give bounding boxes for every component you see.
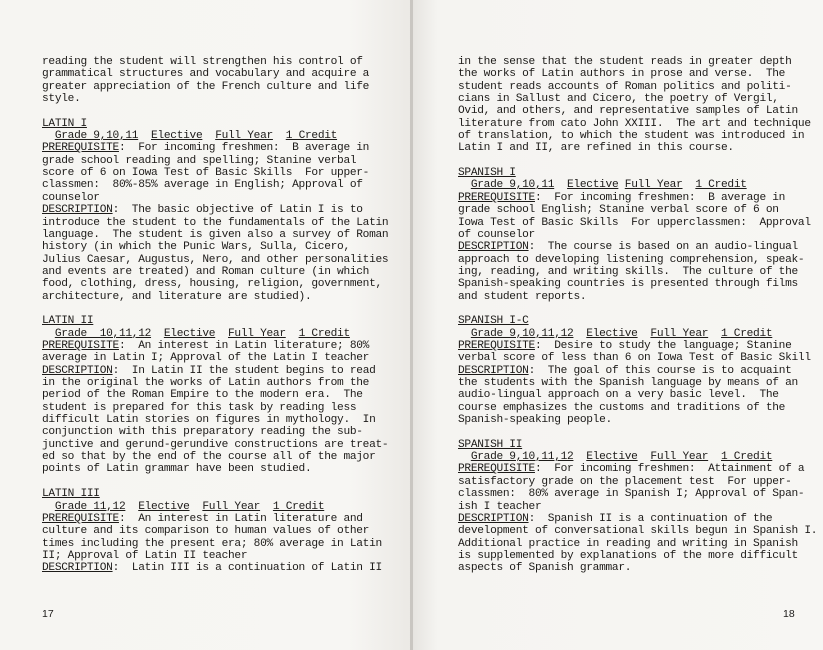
prerequisite-text: : For incoming freshmen: Attainment of a <box>534 463 805 476</box>
text-line: approach to developing listening comprehension, speak- <box>458 253 805 266</box>
text-line: and events are treated) and Roman culture (in which <box>42 265 370 278</box>
grade-levels: Grade 11,12 <box>54 500 126 513</box>
text-line: reading the student will strengthen his control of <box>42 56 363 68</box>
course-spanish-ii <box>458 438 818 575</box>
credit-label: 1 Credit <box>695 179 747 192</box>
prerequisite-label: PREREQUISITE <box>42 340 119 352</box>
text-line: verbal score of less than 6 on Iowa Test of Basic Skill <box>458 352 811 365</box>
prerequisite-label: PREREQUISITE <box>42 142 119 155</box>
right-page-text <box>458 56 818 575</box>
text-line: and student reports. <box>458 290 587 303</box>
description-line <box>458 241 808 253</box>
course-title-text: SPANISH I <box>458 167 516 180</box>
elective-label: Elective <box>163 327 216 340</box>
prerequisite-text: : For incoming freshmen: B average in <box>118 142 370 155</box>
description-label: DESCRIPTION <box>458 364 529 377</box>
grade-levels: Grade 9,10,11,12 <box>470 451 574 464</box>
prerequisite-label: PREREQUISITE <box>458 191 535 204</box>
text-line: Additional practice in reading and writing in Spanish <box>458 537 798 550</box>
text-line: Spanish-speaking people. <box>458 414 612 427</box>
text-line: language. The student is given also a survey of Roman <box>42 228 389 241</box>
text-line: course emphasizes the customs and traditions of the <box>458 401 786 414</box>
elective-label: Elective <box>586 327 638 340</box>
text-line: cians in Sallust and Cicero, the poetry of Vergil, <box>458 93 779 106</box>
description-label: DESCRIPTION <box>42 204 113 217</box>
grade-levels: Grade 9,10,11 <box>54 130 139 143</box>
description-text: : In Latin II the student begins to read <box>112 364 376 377</box>
page-number: 17 <box>42 608 54 620</box>
prerequisite-line <box>458 192 808 204</box>
text-line: average in Latin I; Approval of the Latin I teacher <box>42 352 370 365</box>
course-title-text: SPANISH I-C <box>458 315 529 328</box>
course-meta <box>42 328 372 340</box>
text-line: of counselor <box>458 228 535 241</box>
duration-label: Full Year <box>624 179 683 192</box>
course-title <box>458 167 808 179</box>
text-line: introduce the student to the fundamentals of the Latin <box>42 216 389 229</box>
text-line: in the sense that the student reads in greater depth <box>458 56 792 68</box>
text-line: period of the Roman Empire to the modern era. The <box>42 389 363 402</box>
page-number: 18 <box>783 608 795 620</box>
text-line: ish I teacher <box>458 500 542 513</box>
text-line: classmen: 80%-85% average in English; Approval of <box>42 179 363 192</box>
description-line <box>458 513 808 525</box>
credit-label: 1 Credit <box>298 327 350 340</box>
prerequisite-label: PREREQUISITE <box>458 340 535 352</box>
description-line <box>42 562 382 575</box>
course-meta <box>458 451 808 463</box>
text-line: conjunction with this preparatory reading the sub- <box>42 426 363 439</box>
description-line <box>42 204 372 216</box>
description-label: DESCRIPTION <box>42 364 113 377</box>
text-line: student reads accounts of Roman politics and politi- <box>458 80 792 93</box>
course-title-text: LATIN II <box>42 315 94 328</box>
text-line: ing, reading, and writing skills. The culture of the <box>458 265 798 278</box>
grade-levels: Grade 9,10,11 <box>470 179 555 192</box>
text-line: counselor <box>42 191 100 204</box>
description-text: : The course is based on an audio-lingual <box>528 241 798 254</box>
course-meta <box>458 179 808 191</box>
text-line: Julius Caesar, Augustus, Nero, and other personalities <box>42 253 389 266</box>
prerequisite-text: : For incoming freshmen: B average in <box>534 191 786 204</box>
text-line: grade school reading and spelling; Stanine verbal <box>42 154 357 167</box>
credit-label: 1 Credit <box>285 130 338 143</box>
credit-label: 1 Credit <box>272 500 325 513</box>
prerequisite-text: : An interest in Latin literature and <box>118 512 363 525</box>
description-label: DESCRIPTION <box>458 512 529 525</box>
text-line: of translation, to which the student was introduced in <box>458 130 805 143</box>
prerequisite-text: : An interest in Latin literature; 80% <box>118 340 370 352</box>
text-line: is supplemented by explanations of the more difficult <box>458 549 798 562</box>
course-title <box>42 315 372 327</box>
course-title <box>458 315 808 327</box>
text-line: greater appreciation of the French culture and life <box>42 80 370 93</box>
course-meta <box>42 501 372 513</box>
text-line: the students with the Spanish language by means of an <box>458 377 798 390</box>
right-page <box>413 0 823 650</box>
grade-levels: Grade 10,11,12 <box>54 327 152 340</box>
prerequisite-label: PREREQUISITE <box>42 512 119 525</box>
text-line: grammatical structures and vocabulary and acquire a <box>42 68 370 81</box>
elective-label: Elective <box>138 500 190 513</box>
course-title-text: LATIN I <box>42 117 87 130</box>
text-line: history (in which the Punic Wars, Sulla, Cicero, <box>42 241 350 254</box>
text-line: style. <box>42 93 81 106</box>
duration-label: Full Year <box>202 500 261 513</box>
description-text: : Spanish II is a continuation of the <box>528 512 773 525</box>
description-text: : The goal of this course is to acquaint <box>528 364 792 377</box>
text-line: the works of Latin authors in prose and verse. The <box>458 68 786 81</box>
course-title <box>42 118 372 130</box>
text-line: II; Approval of Latin II teacher <box>42 549 248 562</box>
course-latin-ii <box>42 315 389 476</box>
text-line: literature from cato John XXIII. The art and technique <box>458 117 811 130</box>
text-line: Iowa Test of Basic Skills For upperclassmen: Approval <box>458 216 811 229</box>
text-line: in the original the works of Latin authors from the <box>42 377 370 390</box>
left-page-text <box>42 56 389 575</box>
prerequisite-line <box>458 463 808 475</box>
description-label: DESCRIPTION <box>42 562 113 575</box>
text-line: Latin I and II, are refined in this course. <box>458 142 734 155</box>
description-line <box>42 364 376 377</box>
grade-levels: Grade 9,10,11,12 <box>470 327 574 340</box>
text-line: architecture, and literature are studied). <box>42 290 312 303</box>
text-line: points of Latin grammar have been studied. <box>42 463 312 476</box>
text-line: aspects of Spanish grammar. <box>458 562 632 575</box>
elective-label: Elective <box>586 451 638 464</box>
left-page <box>0 0 411 650</box>
prerequisite-line <box>42 340 372 352</box>
course-spanish-i-c <box>458 315 811 427</box>
course-title-text: SPANISH II <box>458 438 523 451</box>
text-line: Ovid, and others, and representative samples of Latin <box>458 105 798 118</box>
text-line: ed so that by the end of the course all of the major <box>42 451 376 464</box>
course-title <box>42 488 372 500</box>
credit-label: 1 Credit <box>720 451 773 464</box>
text-line: culture and its comparison to human values of other <box>42 525 370 538</box>
duration-label: Full Year <box>228 327 286 340</box>
text-line: difficult Latin stories on figures in mythology. In <box>42 414 376 427</box>
text-line: food, clothing, dress, housing, religion, government, <box>42 278 382 291</box>
prerequisite-line <box>458 340 808 352</box>
text-line: score of 6 on Iowa Test of Basic Skills For upper- <box>42 167 370 180</box>
prerequisite-label: PREREQUISITE <box>458 463 535 476</box>
text-line: classmen: 80% average in Spanish I; Approval of Span- <box>458 488 805 501</box>
text-line: times including the present era; 80% average in Latin <box>42 537 382 550</box>
course-meta <box>458 328 808 340</box>
prerequisite-text: : Desire to study the language; Stanine <box>534 340 792 352</box>
text-line: grade school English; Stanine verbal score of 6 on <box>458 204 779 217</box>
description-text: : The basic objective of Latin I is to <box>112 204 363 217</box>
duration-label: Full Year <box>650 327 709 340</box>
credit-label: 1 Credit <box>720 327 773 340</box>
course-latin-iii <box>42 488 382 575</box>
intro-paragraph <box>458 56 811 155</box>
course-meta <box>42 130 372 142</box>
course-spanish-i <box>458 167 811 303</box>
text-line: development of conversational skills begun in Spanish I. <box>458 525 818 538</box>
duration-label: Full Year <box>215 130 273 143</box>
course-title <box>458 439 808 451</box>
description-label: DESCRIPTION <box>458 241 529 254</box>
prerequisite-line <box>42 513 372 525</box>
prerequisite-line <box>42 142 372 154</box>
text-line: satisfactory grade on the placement test For upper- <box>458 475 792 488</box>
course-latin-i <box>42 117 389 303</box>
description-line <box>458 365 808 377</box>
intro-paragraph <box>42 56 372 105</box>
description-text: : Latin III is a continuation of Latin II <box>112 562 382 575</box>
elective-label: Elective <box>151 130 203 143</box>
text-line: Spanish-speaking countries is presented through films <box>458 278 798 291</box>
elective-label: Elective <box>567 179 619 192</box>
text-line: audio-lingual approach on a very basic level. The <box>458 389 779 402</box>
course-title-text: LATIN III <box>42 488 100 501</box>
text-line: junctive and gerund-gerundive constructions are treat- <box>42 438 389 451</box>
text-line: student is prepared for this task by reading less <box>42 401 357 414</box>
duration-label: Full Year <box>650 451 709 464</box>
